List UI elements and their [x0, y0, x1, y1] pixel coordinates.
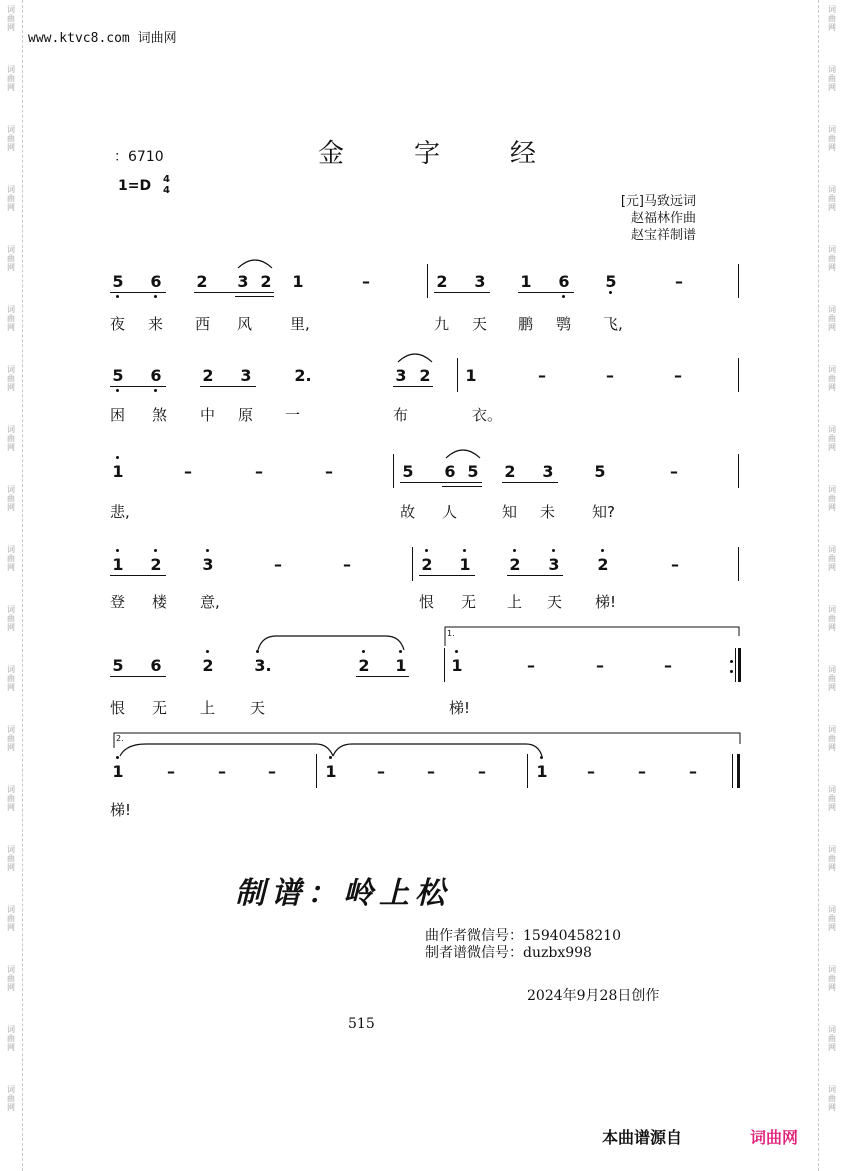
barline: [738, 547, 739, 581]
dash: –: [538, 366, 546, 385]
watermark-glyphs: 词 曲 网: [828, 725, 836, 752]
lyric: 里,: [290, 315, 310, 333]
time-bottom: 4: [163, 185, 170, 196]
watermark-glyphs: 词 曲 网: [828, 965, 836, 992]
low-dot: [154, 295, 157, 298]
dash: –: [587, 762, 595, 781]
right-watermark-strip: [818, 0, 842, 1171]
underline: [419, 575, 475, 576]
underline: [110, 292, 166, 293]
note: 3: [395, 366, 407, 385]
lyric: 登: [110, 593, 126, 611]
underline: [502, 482, 558, 483]
arranger-wechat: 制者谱微信号：duzbx998: [425, 945, 592, 961]
underline: [194, 292, 274, 293]
dash: –: [596, 656, 604, 675]
dash: –: [638, 762, 646, 781]
dash: –: [255, 462, 263, 481]
high-dot: [116, 456, 119, 459]
note: 2: [597, 555, 609, 574]
barline: [457, 358, 458, 392]
note: 5: [605, 272, 617, 291]
arranger-signature: 制谱：岭上松: [235, 876, 451, 911]
repeat-dot: [730, 670, 733, 673]
lyric: 知?: [592, 503, 615, 521]
lyric: 风: [237, 315, 253, 333]
watermark-glyphs: 词 曲 网: [7, 785, 15, 812]
barline: [412, 547, 413, 581]
note: 2: [421, 555, 433, 574]
note: 2.: [294, 366, 312, 385]
volta-label: 2.: [116, 734, 124, 743]
high-dot: [116, 549, 119, 552]
lyric: 无: [461, 593, 477, 611]
high-dot: [463, 549, 466, 552]
note: 3: [237, 272, 249, 291]
slur: [236, 256, 274, 270]
song-title: [318, 133, 606, 170]
title-char: 金: [318, 139, 345, 169]
lyric: 九: [434, 315, 450, 333]
barline: [735, 648, 736, 682]
underline: [507, 575, 563, 576]
watermark-glyphs: 词 曲 网: [7, 1025, 15, 1052]
watermark-glyphs: 词 曲 网: [7, 425, 15, 452]
watermark-glyphs: 词 曲 网: [7, 845, 15, 872]
dash: –: [478, 762, 486, 781]
lyric: 上: [200, 699, 216, 717]
underline: [110, 575, 166, 576]
dash: –: [674, 366, 682, 385]
note: 5: [112, 366, 124, 385]
barline: [444, 648, 445, 682]
note: 3: [474, 272, 486, 291]
dash: –: [343, 555, 351, 574]
note: 2: [202, 366, 214, 385]
song-number: ：6710: [114, 149, 164, 165]
tie: [256, 632, 406, 652]
dash: –: [606, 366, 614, 385]
repeat-dot: [730, 660, 733, 663]
watermark-glyphs: 词 曲 网: [7, 5, 15, 32]
dash: –: [167, 762, 175, 781]
lyric: 天: [547, 593, 563, 611]
lyric: 恨: [419, 593, 435, 611]
lyric: 西: [195, 315, 211, 333]
high-dot: [329, 756, 332, 759]
underline: [442, 486, 482, 487]
watermark-glyphs: 词 曲 网: [7, 485, 15, 512]
source-brand-link[interactable]: 词曲网: [750, 1128, 799, 1147]
note: 1: [112, 462, 124, 481]
wechat-info: [425, 928, 621, 962]
dash: –: [274, 555, 282, 574]
dash: –: [268, 762, 276, 781]
lyric: 鹗: [556, 315, 572, 333]
barline: [316, 754, 317, 788]
watermark-glyphs: 词 曲 网: [828, 605, 836, 632]
barline: [732, 754, 733, 788]
note: 2: [196, 272, 208, 291]
note: 1: [536, 762, 548, 781]
note: 6: [444, 462, 456, 481]
slur: [396, 350, 434, 364]
watermark-glyphs: 词 曲 网: [828, 665, 836, 692]
note: 2: [202, 656, 214, 675]
watermark-glyphs: 词 曲 网: [7, 305, 15, 332]
note: 2: [358, 656, 370, 675]
watermark-glyphs: 词 曲 网: [7, 245, 15, 272]
key-signature: 1=D: [118, 178, 152, 194]
dash: –: [377, 762, 385, 781]
note: 5: [112, 656, 124, 675]
lyric: 悲,: [110, 503, 130, 521]
high-dot: [206, 549, 209, 552]
title-char: 字: [414, 139, 441, 169]
watermark-glyphs: 词 曲 网: [828, 1085, 836, 1112]
credits: [590, 193, 696, 244]
lyric: 故: [400, 503, 416, 521]
lyric: 飞,: [603, 315, 623, 333]
lyric: 梯!: [449, 699, 471, 717]
left-watermark-strip: [0, 0, 23, 1171]
underline: [110, 386, 166, 387]
underline: [200, 386, 256, 387]
low-dot: [116, 295, 119, 298]
note: 1: [112, 762, 124, 781]
high-dot: [206, 650, 209, 653]
lyric: 煞: [152, 406, 168, 424]
note: 1: [459, 555, 471, 574]
high-dot: [455, 650, 458, 653]
note: 5: [112, 272, 124, 291]
dash: –: [664, 656, 672, 675]
watermark-glyphs: 词 曲 网: [7, 665, 15, 692]
dash: –: [527, 656, 535, 675]
note: 1: [325, 762, 337, 781]
watermark-glyphs: 词 曲 网: [828, 485, 836, 512]
note: 5: [402, 462, 414, 481]
lyric: 恨: [110, 699, 126, 717]
barline: [738, 454, 739, 488]
page-number: 515: [348, 1016, 375, 1032]
lyric: 鹏: [518, 315, 534, 333]
time-signature: [163, 174, 170, 196]
low-dot: [154, 389, 157, 392]
underline: [356, 676, 409, 677]
note: 1: [465, 366, 477, 385]
watermark-glyphs: 词 曲 网: [828, 1025, 836, 1052]
dash: –: [671, 555, 679, 574]
underline: [393, 386, 433, 387]
note: 1: [292, 272, 304, 291]
barline: [527, 754, 528, 788]
dash: –: [184, 462, 192, 481]
watermark-glyphs: 词 曲 网: [7, 1085, 15, 1112]
lyric: 梯!: [595, 593, 617, 611]
watermark-glyphs: 词 曲 网: [7, 605, 15, 632]
dash: –: [675, 272, 683, 291]
watermark-glyphs: 词 曲 网: [7, 185, 15, 212]
lyric: 布: [393, 406, 409, 424]
lyric: 一: [285, 406, 301, 424]
volta-bracket-1: [444, 626, 740, 646]
note: 1: [451, 656, 463, 675]
note: 2: [419, 366, 431, 385]
source-label: 本曲谱源自: [602, 1128, 683, 1147]
barline-thick: [737, 754, 740, 788]
note: 1: [112, 555, 124, 574]
watermark-glyphs: 词 曲 网: [828, 305, 836, 332]
lyricist-credit: [元]马致远词: [620, 194, 696, 209]
lyric: 人: [442, 503, 458, 521]
note: 3: [202, 555, 214, 574]
low-dot: [116, 389, 119, 392]
composer-credit: 赵福林作曲: [630, 211, 696, 226]
watermark-glyphs: 词 曲 网: [828, 785, 836, 812]
note: 5: [594, 462, 606, 481]
underline: [235, 296, 274, 297]
high-dot: [116, 756, 119, 759]
lyric: 困: [110, 406, 126, 424]
note: 6: [558, 272, 570, 291]
lyric: 梯!: [110, 801, 132, 819]
lyric: 知: [502, 503, 518, 521]
dash: –: [362, 272, 370, 291]
note: 5: [467, 462, 479, 481]
note: 2: [260, 272, 272, 291]
dash: –: [325, 462, 333, 481]
dash: –: [689, 762, 697, 781]
lyric: 衣。: [472, 406, 503, 424]
note: 2: [436, 272, 448, 291]
watermark-glyphs: 词 曲 网: [828, 365, 836, 392]
dash: –: [427, 762, 435, 781]
barline-thick: [738, 648, 741, 682]
dash: –: [218, 762, 226, 781]
lyric: 夜: [110, 315, 126, 333]
volta-label: 1.: [447, 629, 455, 638]
underline: [434, 292, 490, 293]
high-dot: [601, 549, 604, 552]
lyric: 意,: [200, 593, 220, 611]
watermark-glyphs: 词 曲 网: [828, 125, 836, 152]
low-dot: [609, 291, 612, 294]
watermark-glyphs: 词 曲 网: [7, 365, 15, 392]
high-dot: [540, 756, 543, 759]
watermark-glyphs: 词 曲 网: [828, 905, 836, 932]
watermark-glyphs: 词 曲 网: [828, 545, 836, 572]
watermark-glyphs: 词 曲 网: [7, 125, 15, 152]
high-dot: [154, 549, 157, 552]
note: 3: [240, 366, 252, 385]
underline: [400, 482, 482, 483]
low-dot: [562, 295, 565, 298]
underline: [110, 676, 166, 677]
watermark-glyphs: 词 曲 网: [828, 245, 836, 272]
arranger-credit: 赵宝祥制谱: [630, 228, 696, 243]
lyric: 无: [152, 699, 168, 717]
note: 2: [504, 462, 516, 481]
watermark-glyphs: 词 曲 网: [7, 905, 15, 932]
note: 3: [548, 555, 560, 574]
high-dot: [513, 549, 516, 552]
note: 2: [150, 555, 162, 574]
note: 1: [395, 656, 407, 675]
slur: [444, 446, 482, 460]
note: 6: [150, 272, 162, 291]
high-dot: [552, 549, 555, 552]
lyric: 来: [148, 315, 164, 333]
site-header[interactable]: www.ktvc8.com 词曲网: [28, 31, 177, 46]
note: 3.: [254, 656, 272, 675]
watermark-glyphs: 词 曲 网: [7, 965, 15, 992]
barline: [738, 358, 739, 392]
watermark-glyphs: 词 曲 网: [828, 185, 836, 212]
underline: [518, 292, 574, 293]
note: 1: [520, 272, 532, 291]
creation-date: 2024年9月28日创作: [527, 988, 660, 1004]
time-top: 4: [163, 174, 170, 185]
note: 6: [150, 656, 162, 675]
watermark-glyphs: 词 曲 网: [7, 65, 15, 92]
lyric: 天: [250, 699, 266, 717]
high-dot: [425, 549, 428, 552]
note: 2: [509, 555, 521, 574]
watermark-glyphs: 词 曲 网: [7, 725, 15, 752]
barline: [427, 264, 428, 298]
barline: [738, 264, 739, 298]
dash: –: [670, 462, 678, 481]
lyric: 未: [540, 503, 556, 521]
lyric: 天: [472, 315, 488, 333]
note: 3: [542, 462, 554, 481]
lyric: 中: [200, 406, 216, 424]
watermark-glyphs: 词 曲 网: [828, 65, 836, 92]
title-char: 经: [510, 139, 537, 169]
watermark-glyphs: 词 曲 网: [7, 545, 15, 572]
lyric: 楼: [152, 593, 168, 611]
watermark-glyphs: 词 曲 网: [828, 425, 836, 452]
barline: [393, 454, 394, 488]
lyric: 上: [507, 593, 523, 611]
watermark-glyphs: 词 曲 网: [828, 5, 836, 32]
note: 6: [150, 366, 162, 385]
composer-wechat: 曲作者微信号：15940458210: [425, 928, 621, 944]
watermark-glyphs: 词 曲 网: [828, 845, 836, 872]
lyric: 原: [238, 406, 254, 424]
